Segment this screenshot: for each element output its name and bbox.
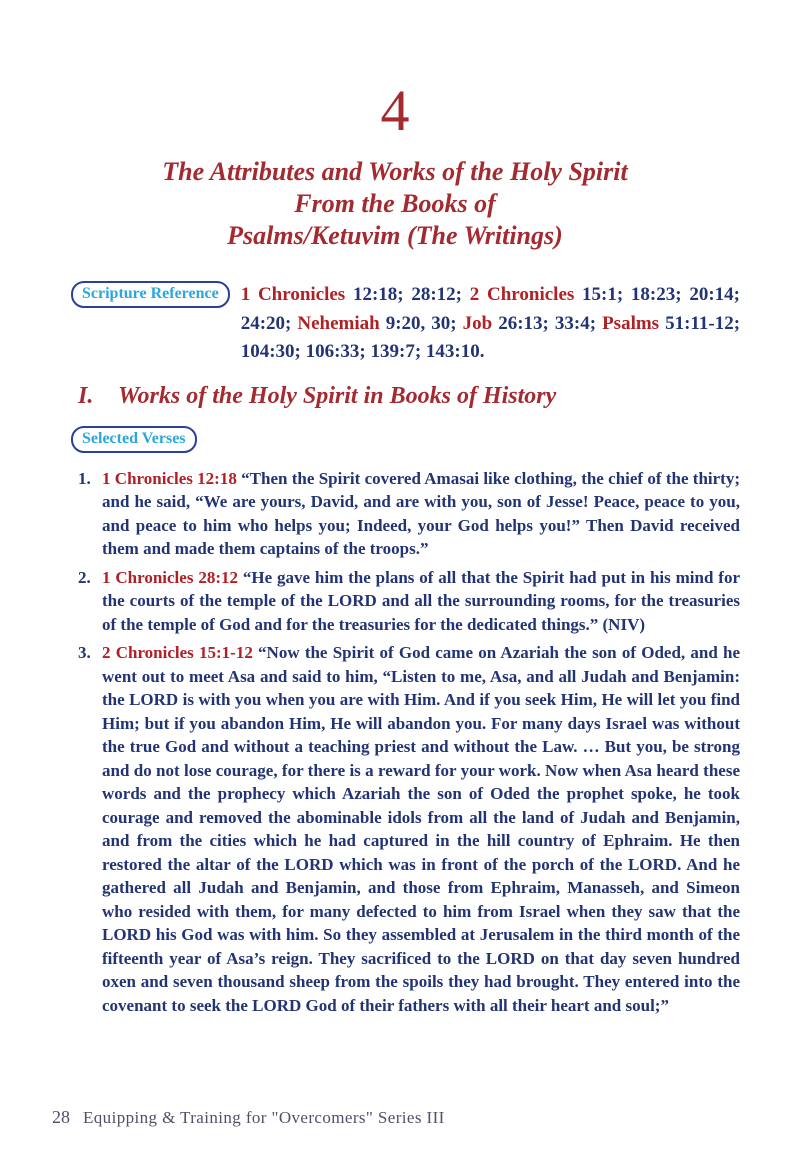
verse-text xyxy=(102,641,740,1017)
verse-text xyxy=(102,566,740,637)
verse-number: 1. xyxy=(78,468,91,488)
verse-reference: 2 Chronicles 15:1-12 xyxy=(102,643,253,662)
chapter-number: 4 xyxy=(380,78,410,143)
scripture-reference-badge: Scripture Reference xyxy=(71,281,230,308)
verse-body: “Now the Spirit of God came on Azariah the son of Oded, and he went out to meet Asa and said to him, “Listen to me, Asa, and all Judah and Benjamin: the LORD is with you when you are with Him. And if you seek Him, He will let you find Him; but if you abandon Him, He will abandon you. For many days Israel was without the true God and without a teaching priest and without the Law. … But you, be strong and do not lose courage, for there is a reward for your work. Now when Asa heard these words and the prophecy which Azariah the son of Oded the prophet spoke, he took courage and removed the abominable idols from all the land of Judah and Benjamin, and from the cities which he had captured in the hill country of Ephraim. He then restored the altar of the LORD which was in front of the porch of the LORD. And he gathered all Judah and Benjamin, and those from Ephraim, Manasseh, and Simeon who resided with them, for many defected to him from Israel when they saw that the LORD his God was with him. So they assembled at Jerusalem in the third month of the fifteenth year of Asa’s reign. They sacrificed to the LORD on that day seven hundred oxen and seven thousand sheep from the spoils they had brought. They entered into the covenant to seek the LORD God of their fathers with all their heart and soul;” xyxy=(102,643,740,1015)
page-number: 28 xyxy=(52,1107,70,1127)
scripture-reference-block xyxy=(71,281,740,367)
selected-verses-badge: Selected Verses xyxy=(71,426,197,453)
verse-number: 3. xyxy=(78,643,91,662)
chapter-title-line: The Attributes and Works of the Holy Spirit xyxy=(162,157,628,186)
scripture-reference-list: 1 Chronicles 12:18; 28:12; 2 Chronicles 15:1; 18:23; 20:14; 24:20; Nehemiah 9:20, 30; Job 26:13; 33:4; Psalms 51:11-12; 104:30; 106:33; 139:7; 143:10. xyxy=(240,284,741,362)
chapter-title xyxy=(0,156,790,252)
chapter-title-line: Psalms/Ketuvim (The Writings) xyxy=(227,221,563,250)
verse-body: “Then the Spirit covered Amasai like clothing, the chief of the thirty; and he said, “We are yours, David, and are with you, son of Jesse! Peace, peace to you, and peace to him who helps you; Indeed, your God helps you!” Then David received them and made them captains of the troops.” xyxy=(102,468,741,558)
verse-body: “He gave him the plans of all that the Spirit had put in his mind for the courts of the temple of the LORD and all the surrounding rooms, for the treasuries of the temple of God and for the treasuries for the dedicated things.” (NIV) xyxy=(102,567,741,634)
verse-reference: 1 Chronicles 28:12 xyxy=(102,567,238,587)
chapter-title-line: From the Books of xyxy=(294,189,496,218)
verse-number: 2. xyxy=(78,567,91,587)
verse-item xyxy=(78,467,740,561)
verse-item xyxy=(78,566,740,637)
verse-text xyxy=(102,467,740,561)
section-heading-text: Works of the Holy Spirit in Books of History xyxy=(118,382,557,409)
footer-series-title: Equipping & Training for "Overcomers" Series III xyxy=(83,1108,445,1127)
section-numeral: I. xyxy=(78,382,94,409)
verse-item xyxy=(78,641,740,1017)
selected-verses-row xyxy=(71,426,790,453)
verse-list xyxy=(78,467,740,1018)
page-footer xyxy=(52,1107,445,1128)
section-heading xyxy=(78,381,790,411)
verse-reference: 1 Chronicles 12:18 xyxy=(102,468,237,488)
